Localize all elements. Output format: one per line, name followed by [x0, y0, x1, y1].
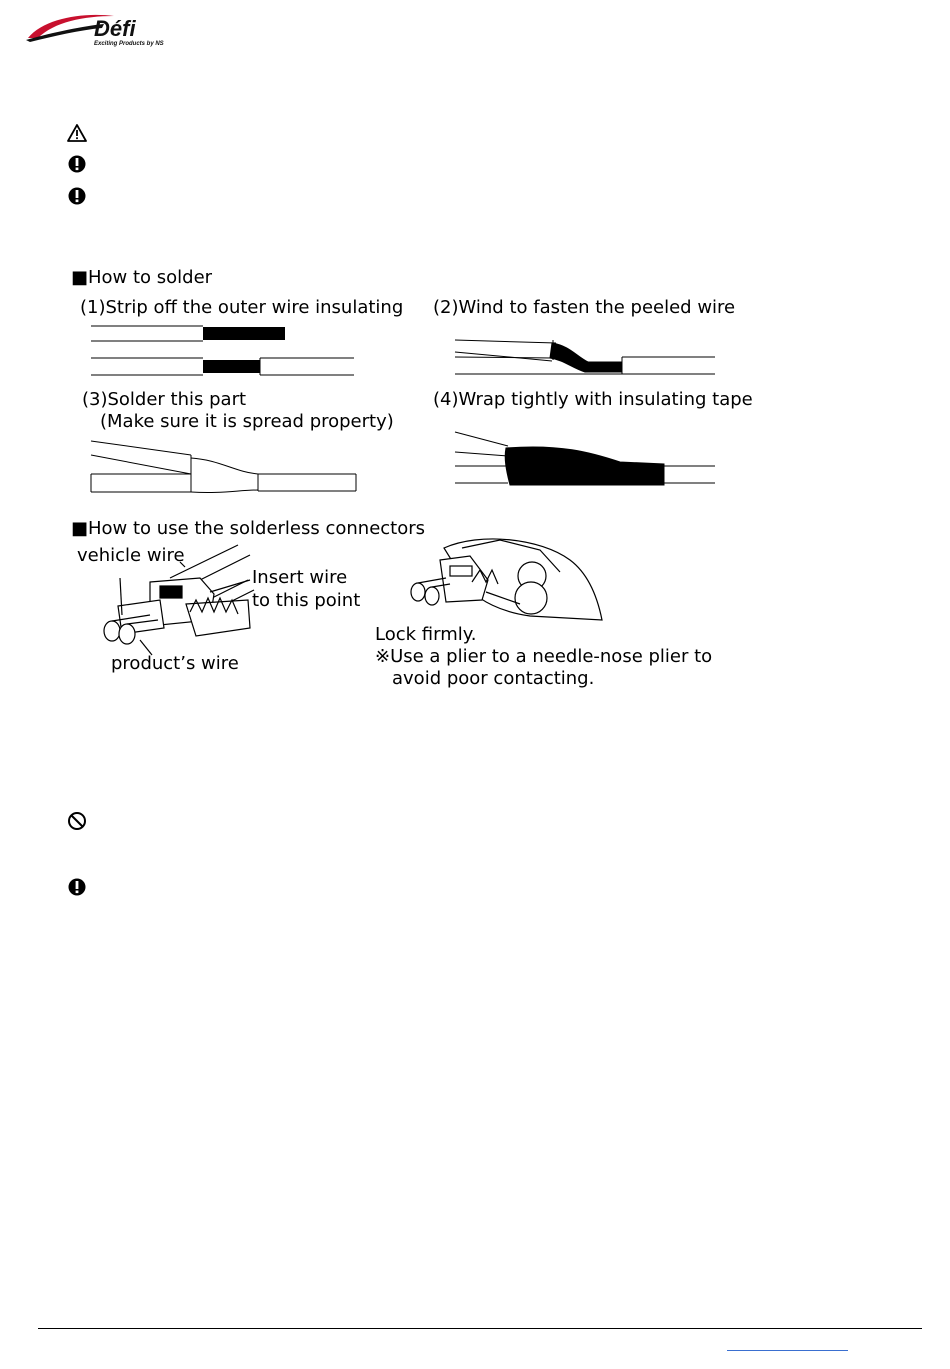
insert-point-label: to this point	[252, 590, 361, 611]
solder-step4-label: (4)Wrap tightly with insulating tape	[433, 389, 753, 410]
footer-link-underline[interactable]	[727, 1350, 848, 1351]
connectors-heading: ■How to use the solderless connectors	[71, 518, 426, 539]
step1-diagram	[91, 326, 354, 375]
vehicle-wire-label: vehicle wire	[77, 545, 185, 566]
prohibition-icon	[67, 811, 87, 831]
solder-step2-label: (2)Wind to fasten the peeled wire	[433, 297, 736, 318]
plier-note-label: ※Use a plier to a needle-nose plier to	[375, 646, 713, 667]
exclamation-circle-icon	[67, 186, 87, 206]
solder-step3-note: (Make sure it is spread property)	[100, 411, 394, 432]
footer-divider	[38, 1328, 922, 1329]
exclamation-circle-icon	[67, 154, 87, 174]
logo-tagline: Exciting Products by NS	[94, 41, 164, 47]
solder-heading: ■How to solder	[71, 267, 213, 288]
logo-wordmark: Défi	[94, 16, 136, 41]
step3-diagram	[91, 441, 356, 493]
lock-firmly-label: Lock firmly.	[375, 624, 477, 645]
poor-contact-label: avoid poor contacting.	[392, 668, 595, 689]
products-wire-label: product’s wire	[111, 653, 239, 674]
warning-triangle-icon	[67, 123, 87, 143]
plier-illustration	[411, 539, 602, 620]
exclamation-circle-icon	[67, 877, 87, 897]
defi-logo	[24, 10, 194, 50]
step2-diagram	[455, 340, 715, 374]
step4-diagram	[455, 432, 715, 485]
insert-wire-label: Insert wire	[252, 567, 348, 588]
solder-step3-label: (3)Solder this part	[82, 389, 247, 410]
solder-step1-label: (1)Strip off the outer wire insulating	[80, 297, 404, 318]
